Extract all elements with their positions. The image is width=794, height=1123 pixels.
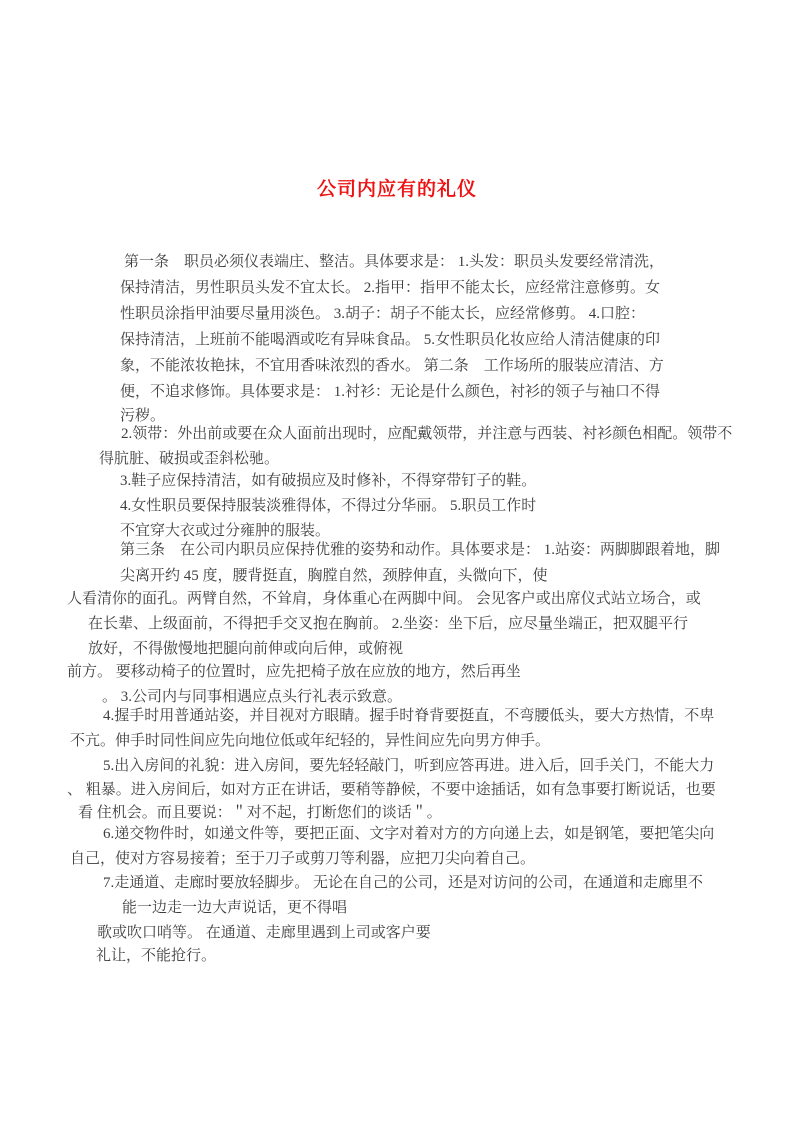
document-title: 公司内应有的礼仪 (316, 179, 477, 200)
text-line: 歌或吹口哨等。 在通道、走廊里遇到上司或客户要 (97, 925, 431, 941)
text-line: 2.领带：外出前或要在众人面前出现时，应配戴领带，并注意与西装、衬衫颜色相配。领带不 (121, 426, 733, 442)
text-line: 尖离开约 45 度，腰背挺直，胸膛自然，颈脖伸直，头微向下，使 (120, 568, 548, 584)
text-line: 前方。 要移动椅子的位置时，应先把椅子放在应放的地方，然后再坐 (67, 664, 521, 680)
text-line: 在长辈、上级面前，不得把手交叉抱在胸前。 2.坐姿：坐下后，应尽量坐端正，把双腿平行 (88, 616, 689, 632)
text-line: 人看清你的面孔。两臂自然，不耸肩，身体重心在两脚中间。 会见客户或出席仪式站立场合，或 (67, 591, 701, 607)
text-line: 性职员涂指甲油要尽量用淡色。 3.胡子：胡子不能太长，应经常修剪。 4.口腔： (120, 306, 646, 322)
text-line: 第三条 在公司内职员应保持优雅的姿势和动作。具体要求是： 1.站姿：两脚脚跟着地，脚 (120, 542, 721, 558)
text-line: 污秽。 (120, 408, 166, 424)
text-line: 6.递交物件时，如递文件等，要把正面、文字对着对方的方向递上去，如是钢笔，要把笔尖向 (103, 826, 715, 842)
text-line: 能一边走一边大声说话，更不得唱 (122, 900, 348, 916)
text-line: 便，不追求修饰。具体要求是： 1.衬衫：无论是什么颜色，衬衫的领子与袖口不得 (120, 384, 661, 400)
text-line: 7.走通道、走廊时要放轻脚步。 无论在自己的公司，还是对访问的公司，在通道和走廊里不 (103, 875, 704, 891)
text-line: 礼让，不能抢行。 (96, 948, 217, 964)
text-line: 保持清洁，男性职员头发不宜太长。 2.指甲：指甲不能太长，应经常注意修剪。女 (120, 280, 661, 296)
text-line: 放好，不得傲慢地把腿向前伸或向后伸，或俯视 (88, 641, 404, 657)
text-line: 保持清洁，上班前不能喝酒或吃有异味食品。 5.女性职员化妆应给人清洁健康的印 (120, 332, 661, 348)
text-line: 、 粗暴。进入房间后，如对方正在讲话，要稍等静候，不要中途插话，如有急事要打断说话，也要 (67, 782, 716, 798)
text-line: 。 3.公司内与同事相遇应点头行礼表示致意。 (102, 689, 403, 705)
text-line: 4.握手时用普通站姿，并目视对方眼睛。握手时脊背要挺直，不弯腰低头，要大方热情，不卑 (103, 708, 715, 724)
text-line: 自己，使对方容易接着；至于刀子或剪刀等利器，应把刀尖向着自己。 (70, 851, 536, 867)
text-line: 5.出入房间的礼貌：进入房间，要先轻轻敲门，听到应答再进。进入后，回手关门，不能大力 (103, 758, 715, 774)
text-line: 第一条 职员必须仪表端庄、整洁。具体要求是： 1.头发：职员头发要经常清洗， (124, 254, 665, 270)
text-line: 不宜穿大衣或过分雍肿的服装。 (120, 523, 331, 539)
text-line: 看 住机会。而且要说：＂对不起，打断您们的谈话＂。 (78, 805, 442, 821)
text-line: 4.女性职员要保持服装淡雅得体，不得过分华丽。 5.职员工作时 (120, 498, 537, 514)
text-line: 象，不能浓妆艳抹，不宜用香味浓烈的香水。 第二条 工作场所的服装应清洁、方 (120, 358, 664, 374)
text-line: 得肮脏、破损或歪斜松驰。 (99, 451, 280, 467)
text-line: 不亢。伸手时同性间应先向地位低或年纪轻的，异性间应先向男方伸手。 (70, 733, 551, 749)
text-line: 3.鞋子应保持清洁，如有破损应及时修补，不得穿带钉子的鞋。 (120, 473, 537, 489)
